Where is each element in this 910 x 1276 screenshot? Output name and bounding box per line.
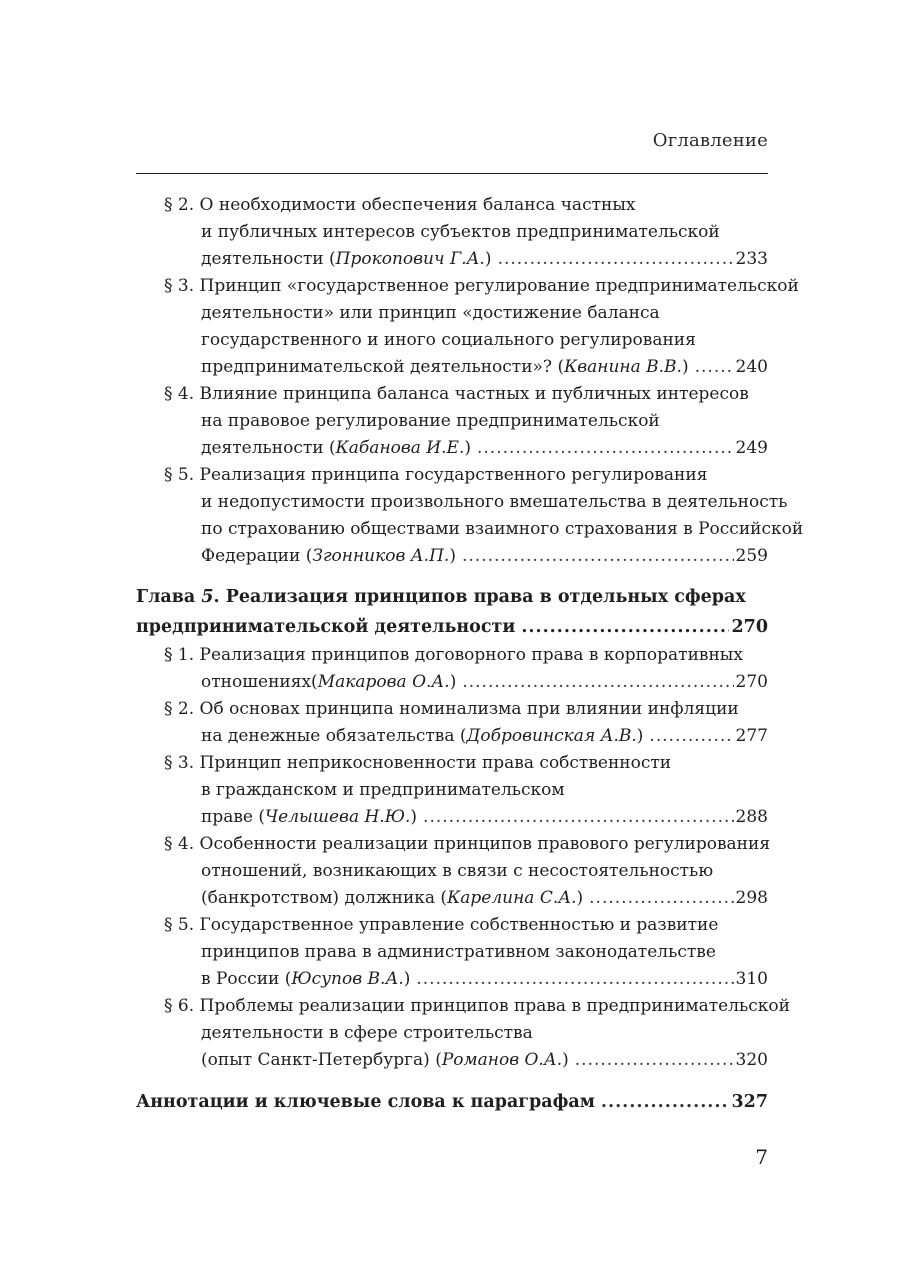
toc-entry-line: § 1. Реализация принципов договорного права в корпоративных	[164, 645, 743, 665]
toc-entry[interactable]	[136, 381, 768, 462]
toc-entry-line: § 3. Принцип неприкосновенности права собственности	[164, 753, 672, 773]
author-name: Макарова О.А.	[317, 672, 450, 692]
dot-leader	[589, 885, 733, 912]
author-name: Кабанова И.Е.	[335, 438, 465, 458]
toc-entry-last-line: в России (Юсупов В.А.) ..... 310	[164, 966, 768, 993]
toc-entry-line: § 4. Влияние принципа баланса частных и публичных интересов	[164, 384, 749, 404]
toc-entry[interactable]	[136, 642, 768, 696]
author-name: Добровинская А.В.	[466, 726, 637, 746]
toc-entry-line: § 6. Проблемы реализации принципов права в предпринимательской	[164, 996, 790, 1016]
toc-page-number: 277	[735, 726, 768, 746]
dot-leader	[498, 246, 734, 273]
chapter-5-page: 270	[731, 617, 768, 637]
author-name: Романов О.А.	[441, 1050, 563, 1070]
toc-entry-line: государственного и иного социального регулирования	[201, 330, 696, 350]
toc-entry[interactable]	[136, 750, 768, 831]
annotations-page: 327	[731, 1092, 768, 1112]
toc-page-number: 240	[735, 357, 768, 377]
toc-page-number: 259	[735, 546, 768, 566]
toc-entry-line: § 2. Об основах принципа номинализма при влиянии инфляции	[164, 699, 739, 719]
chapter-5-heading[interactable]	[136, 582, 768, 642]
dot-leader	[416, 966, 733, 993]
toc-entry-last-line: отношениях(Макарова О.А.) ..... 270	[164, 669, 768, 696]
toc-entry-last-line: предпринимательской деятельности»? (Кванина В.В.) ..... 240	[164, 354, 768, 381]
dot-leader	[521, 612, 729, 642]
toc-entry-line: § 5. Государственное управление собственностью и развитие	[164, 915, 719, 935]
toc-entry-line: принципов права в административном законодательстве	[201, 942, 716, 962]
toc-entry-line: § 2. О необходимости обеспечения баланса частных	[164, 195, 636, 215]
page-number: 7	[755, 1145, 768, 1169]
author-name: Згонников А.П.	[312, 546, 450, 566]
dot-leader	[462, 543, 734, 570]
dot-leader	[423, 804, 734, 831]
toc-entry-line: на правовое регулирование предпринимательской	[201, 411, 660, 431]
toc-entry-last-line: на денежные обязательства (Добровинская А.В.) ..... 277	[164, 723, 768, 750]
author-name: Прокопович Г.А.	[335, 249, 485, 269]
chapter-5-title-line: Глава 5. Реализация принципов права в отдельных сферах	[136, 587, 746, 607]
toc-entry-line: и публичных интересов субъектов предпринимательской	[201, 222, 720, 242]
dot-leader	[601, 1089, 730, 1116]
toc-entry-line: и недопустимости произвольного вмешательства в деятельность	[201, 492, 788, 512]
toc-entry[interactable]	[136, 993, 790, 1074]
toc-entry-line: в гражданском и предпринимательском	[201, 780, 565, 800]
running-head: Оглавление	[652, 130, 768, 151]
toc-entry-last-line: Федерации (Згонников А.П.) ..... 259	[164, 543, 768, 570]
dot-leader	[649, 723, 733, 750]
author-name: Карелина С.А.	[447, 888, 577, 908]
toc-entry-last-line: деятельности (Кабанова И.Е.) ..... 249	[164, 435, 768, 462]
toc-entry[interactable]	[136, 462, 804, 570]
toc-page-number: 320	[735, 1050, 768, 1070]
author-name: Кванина В.В.	[564, 357, 682, 377]
toc-entry-line: отношений, возникающих в связи с несостоятельностью	[201, 861, 714, 881]
toc-page-number: 298	[735, 888, 768, 908]
dot-leader	[695, 354, 734, 381]
toc-page-number: 288	[735, 807, 768, 827]
chapter-5-title-line-last: предпринимательской деятельности ..... 270	[136, 612, 768, 642]
annotations-entry[interactable]	[136, 1089, 768, 1116]
toc-entry[interactable]	[136, 192, 768, 273]
dot-leader	[575, 1047, 734, 1074]
toc-entry-line: § 5. Реализация принципа государственного регулирования	[164, 465, 708, 485]
chapter-4-sections	[136, 192, 804, 570]
toc-entry[interactable]	[136, 912, 768, 993]
toc-entry[interactable]	[136, 696, 768, 750]
toc-page-number: 249	[735, 438, 768, 458]
toc-entry-line: § 4. Особенности реализации принципов правового регулирования	[164, 834, 771, 854]
annotations-title: Аннотации и ключевые слова к параграфам	[136, 1092, 595, 1112]
toc-entry-line: деятельности» или принцип «достижение баланса	[201, 303, 660, 323]
toc-page-number: 270	[735, 672, 768, 692]
dot-leader	[477, 435, 734, 462]
toc-entry-line: деятельности в сфере строительства	[201, 1023, 533, 1043]
toc-entry-last-line: деятельности (Прокопович Г.А.) ..... 233	[164, 246, 768, 273]
toc-entry-last-line: (опыт Санкт-Петербурга) (Романов О.А.) ..... 320	[164, 1047, 768, 1074]
toc-entry-last-line: (банкротством) должника (Карелина С.А.) ..... 298	[164, 885, 768, 912]
author-name: Юсупов В.А.	[291, 969, 404, 989]
table-of-contents	[136, 192, 804, 1116]
dot-leader	[462, 669, 733, 696]
toc-page-number: 233	[735, 249, 768, 269]
toc-entry-line: по страхованию обществами взаимного страхования в Российской	[201, 519, 804, 539]
toc-page-number: 310	[735, 969, 768, 989]
author-name: Челышева Н.Ю.	[265, 807, 411, 827]
toc-entry[interactable]	[136, 831, 771, 912]
chapter-5-sections	[136, 642, 790, 1074]
toc-entry-line: § 3. Принцип «государственное регулирование предпринимательской	[164, 276, 799, 296]
header-rule	[136, 173, 768, 174]
toc-entry-last-line: праве (Челышева Н.Ю.) ..... 288	[164, 804, 768, 831]
toc-entry[interactable]	[136, 273, 799, 381]
